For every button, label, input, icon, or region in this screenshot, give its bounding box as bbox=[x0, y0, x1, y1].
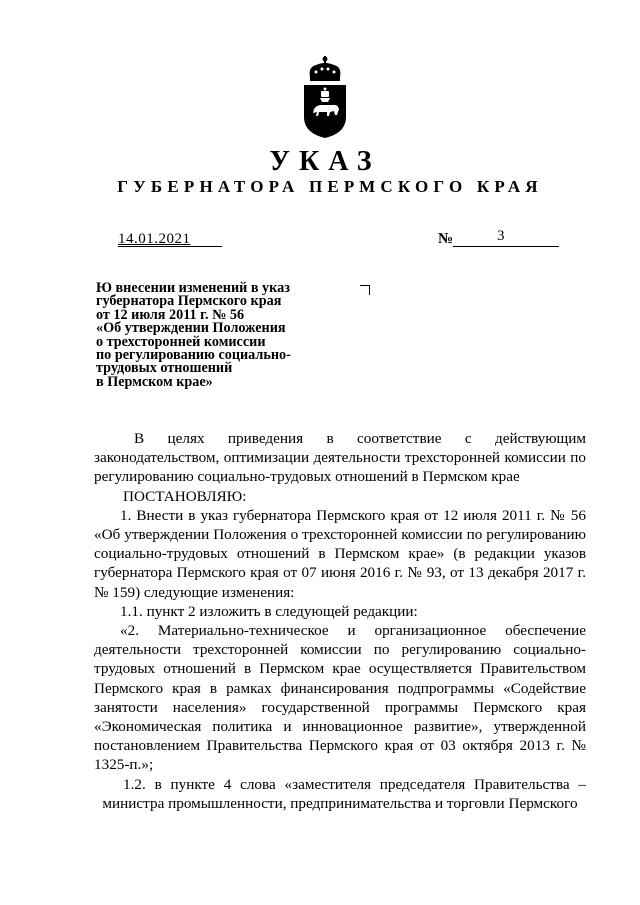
coat-of-arms-icon bbox=[300, 55, 350, 139]
date-underline bbox=[118, 246, 222, 247]
heading-line: Ю внесении изменений в указ bbox=[96, 280, 290, 296]
number-underline bbox=[453, 246, 559, 247]
heading-line: губернатора Пермского края bbox=[96, 293, 282, 310]
heading-line: о трехсторонней комиссии bbox=[96, 333, 266, 350]
document-title: УКАЗ bbox=[269, 146, 381, 177]
body-paragraph: 1. Внести в указ губернатора Пермского края от 12 июля 2011 г. № 56 «Об утверждении Положения о трехсторонней комиссии по регулированию социально-трудовых отношений в Пермском крае» (в редакции указов губернатора Пермского края от 07 июня 2016 г. № 93, от 13 декабря 2017 г. № 159) следующие изменения: bbox=[94, 506, 586, 601]
body-paragraph: В целях приведения в соответствие с действующим законодательством, оптимизации деятельности трехсторонней комиссии по регулированию социально-трудовых отношений в Пермском крае bbox=[94, 430, 586, 486]
document-body bbox=[94, 429, 586, 813]
document-number: 3 bbox=[497, 228, 505, 244]
number-label: № bbox=[438, 231, 454, 247]
body-paragraph: 1.1. пункт 2 изложить в следующей редакции: bbox=[120, 602, 418, 620]
document-date: 14.01.2021 bbox=[118, 231, 191, 247]
body-paragraph: министра промышленности, предпринимательства и торговли Пермского bbox=[102, 794, 578, 812]
heading-corner-mark bbox=[360, 285, 370, 295]
heading-line: от 12 июля 2011 г. № 56 bbox=[96, 306, 245, 323]
heading-line: трудовых отношений bbox=[96, 360, 233, 377]
decree-keyword: ПОСТАНОВЛЯЮ: bbox=[123, 487, 247, 505]
body-paragraph: 1.2. в пункте 4 слова «заместителя председателя Правительства – bbox=[123, 775, 586, 793]
heading-line: «Об утверждении Положения bbox=[96, 320, 286, 337]
document-subtitle: ГУБЕРНАТОРА ПЕРМСКОГО КРАЯ bbox=[117, 177, 543, 196]
heading-line: по регулированию социально- bbox=[96, 347, 291, 364]
body-paragraph: «2. Материально-техническое и организационное обеспечение деятельности трехсторонней комиссии по регулированию социально-трудовых отношений в Пермском крае осуществляется Правительством Пермского края в рамках финансирования подпрограммы «Содействие занятости населения» государственной программы Пермского края «Экономическая политика и инновационное развитие», утвержденной постановлением Правительства Пермского края от 03 октября 2013 г. № 1325-п.»; bbox=[94, 622, 586, 774]
document-heading bbox=[96, 282, 336, 389]
heading-line: в Пермском крае» bbox=[96, 373, 213, 390]
